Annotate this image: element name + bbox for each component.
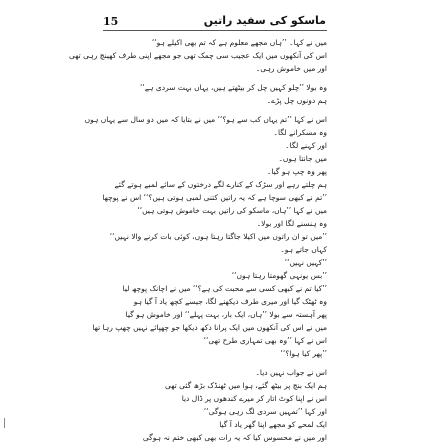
- text-line: ’’کیا تم نے کبھی کسی سے محبت کی ہے؟‘‘ میں نے اچانک پوچھ لیا: [122, 284, 327, 293]
- text-line: وہ ہنسنے لگا اور بولا۔: [256, 219, 327, 228]
- text-line: میں نے کہا۔ ’’ہاں مجھے معلوم ہے کہ تم بھی اکیلے ہو‘‘: [151, 38, 327, 47]
- text-line: میں نے کہا ’’ہاں، ماسکو کی راتیں بہت خاموش ہوتی ہیں‘‘: [137, 206, 327, 215]
- text-line: ایک لمحے کو مجھے اپنا گھر یاد آ گیا: [219, 420, 327, 429]
- text-line: اس نے جواب نہیں دیا۔: [255, 368, 327, 377]
- text-line: اور میں نے محسوس کیا کہ یہ رات بھی کبھی ختم نہ ہوگی: [142, 433, 327, 442]
- text-line: اور میں خاموش رہی۔: [255, 64, 327, 73]
- running-header: ماسکو کی سفید راتیں: [203, 14, 326, 27]
- text-line: پھر آہستہ سے بولا ’’ہاں، ایک بار، بہت پہلے‘‘ اور خاموش ہو گیا: [125, 310, 327, 319]
- page-number: 15: [103, 15, 119, 28]
- text-line: ’’کہیں نہیں‘‘: [284, 258, 327, 267]
- text-line: وہ مسکرانے لگا۔: [273, 128, 327, 137]
- text-line: اس نے کہا ’’تم یہاں کب سے ہو؟‘‘ میں نے بتایا کہ میں دو سال سے یہاں ہوں: [84, 115, 327, 124]
- header-divider: [103, 30, 327, 31]
- text-line: اور کہا ’’تمہیں سردی لگ رہی ہوگی‘‘: [203, 407, 327, 416]
- text-line: پھر وہ چپ ہو گیا۔: [266, 167, 327, 176]
- text-line: ’’تم نے کبھی سوچا ہے کہ یہ راتیں کتنی لمبی ہوتی ہیں؟‘‘ اس نے پوچھا: [102, 193, 327, 202]
- text-line: وہ ٹھٹک گیا اور میری طرف دیکھنے لگا، جیسے کچھ یاد آ گیا ہو: [133, 297, 327, 306]
- text-line: ’’بس یونہی گھومتا رہتا ہوں‘‘: [231, 271, 327, 280]
- text-line: میں جانتا ہوں۔: [278, 154, 327, 163]
- scan-edge-mark: [4, 418, 5, 428]
- text-line: وہ بولا ’’چلو کہیں چل کر بیٹھتے ہیں، یہاں بہت سردی ہے‘‘: [139, 83, 327, 92]
- text-line: ’’پھر کیا ہوا؟‘‘: [280, 349, 327, 358]
- text-line: اس کی آنکھوں میں ایک عجیب سی چمک تھی جو مجھے اپنی طرف کھینچ رہی تھی: [68, 51, 327, 60]
- text-line: اس نے اپنا کوٹ اتار کر میرے کندھوں پر ڈال دیا: [181, 394, 327, 403]
- text-line: ’’میں تو ان راتوں میں اکیلا جاگتا رہتا ہوں، کوئی بات کرنے والا نہیں‘‘: [109, 232, 327, 241]
- text-line: ہم چلتے رہے اور سڑک کے کنارے لگے درختوں کے سائے لمبے ہوتے گئے: [114, 180, 327, 189]
- body-text: [68, 36, 327, 442]
- text-line: اور کہنے لگا۔: [285, 141, 327, 150]
- text-line: ہم ایک بنچ پر بیٹھ گئے، ہوا میں ٹھنڈک بڑھ گئی تھی: [164, 381, 327, 390]
- text-line: کہاں جاتے ہو۔: [280, 245, 327, 254]
- text-line: ہم دونوں چل پڑے۔: [266, 96, 327, 105]
- text-line: میں نے اس کی آنکھوں میں ایک پرانا دکھ دیکھا جو چھپائے نہیں چھپ رہا تھا: [92, 323, 327, 332]
- text-line: اس نے کہا ’’وہ بھی تمہاری طرح تھی‘‘: [203, 336, 327, 345]
